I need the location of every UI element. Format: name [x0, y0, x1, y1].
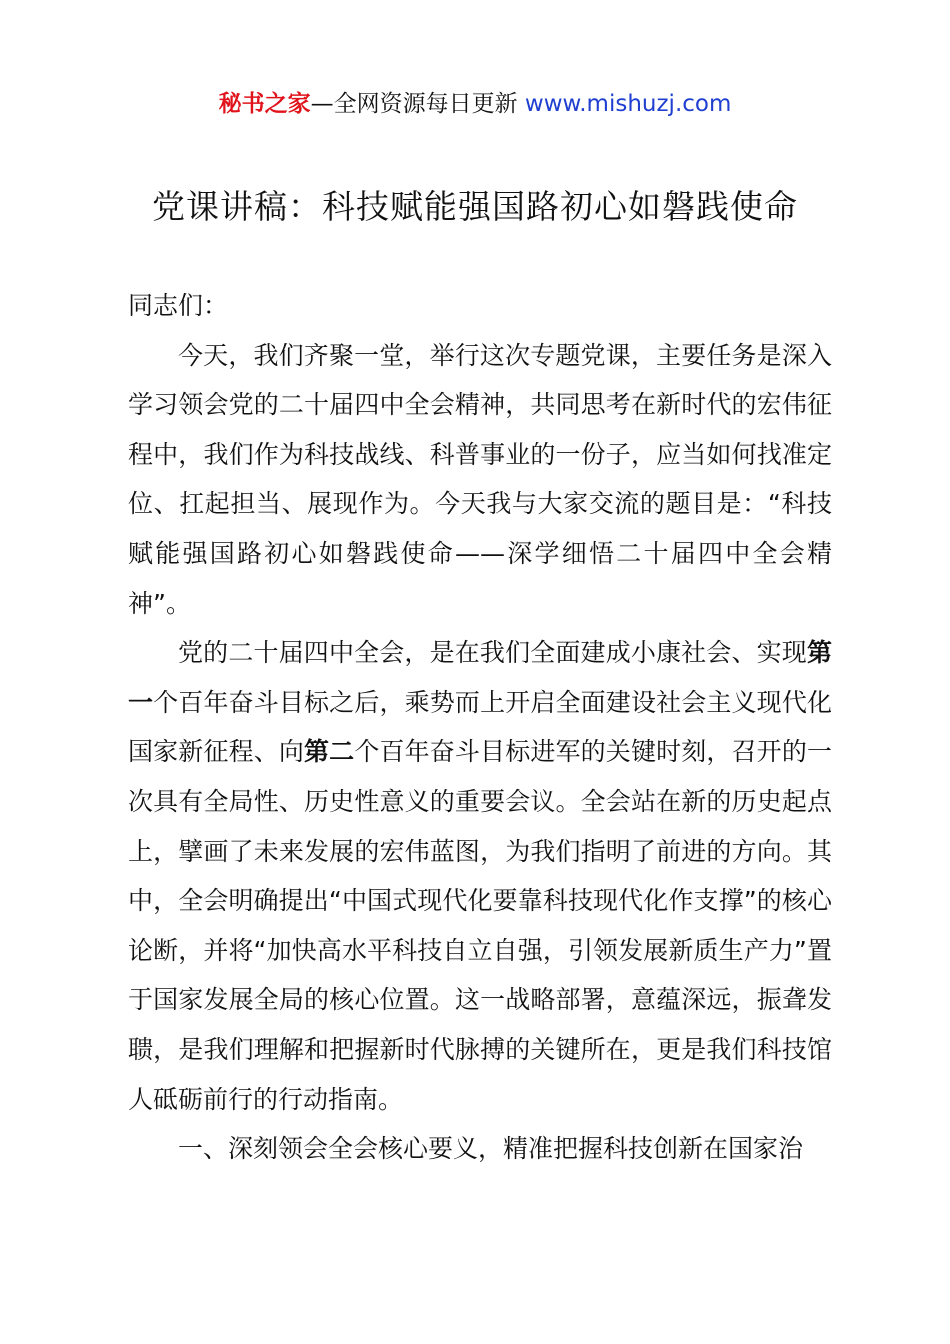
emphasis-second: 第二 — [304, 737, 355, 767]
website-link[interactable]: www.mishuzj.com — [524, 91, 732, 117]
paragraph-plenum-part1: 党的二十届四中全会，是在我们全面建成小康社会、实现 — [178, 638, 807, 668]
brand-name: 秘书之家 — [218, 91, 311, 117]
emphasis-first: 第一 — [128, 638, 832, 717]
section-heading-1: 一、深刻领会全会核心要义，精准把握科技创新在国家治 — [178, 1134, 804, 1164]
paragraph-plenum — [128, 628, 832, 1124]
paragraph-plenum-part2: 个百年奋斗目标之后，乘势而上开启全面建设社会主义现代化国家新征程、向 — [128, 687, 832, 767]
paragraph-plenum-part3: 个百年奋斗目标进军的关键时刻，召开的一次具有全局性、历史性意义的重要会议。全会站在新的历史起点上，擘画了未来发展的宏伟蓝图，为我们指明了前进的方向。其中，全会明确提出“中国式现代化要靠科技现代化作支撑”的核心论断，并将“加快高水平科技自立自强，引领发展新质生产力”置于国家发展全局的核心位置。这一战略部署，意蕴深远，振聋发聩，是我们理解和把握新时代脉搏的关键所在，更是我们科技馆人砥砺前行的行动指南。 — [128, 737, 832, 1114]
paragraph-intro: 今天，我们齐聚一堂，举行这次专题党课，主要任务是深入学习领会党的二十届四中全会精神，共同思考在新时代的宏伟征程中，我们作为科技战线、科普事业的一份子，应当如何找准定位、扛起担当、展现作为。今天我与大家交流的题目是：“科技赋能强国路初心如磐践使命——深学细悟二十届四中全会精神”。 — [128, 340, 832, 618]
document-title: 党课讲稿：科技赋能强国路初心如磐践使命 — [152, 187, 798, 226]
salutation: 同志们： — [128, 291, 229, 320]
header-tagline: —全网资源每日更新 — [310, 91, 525, 117]
document-body — [128, 281, 832, 1174]
source-header — [0, 88, 950, 120]
